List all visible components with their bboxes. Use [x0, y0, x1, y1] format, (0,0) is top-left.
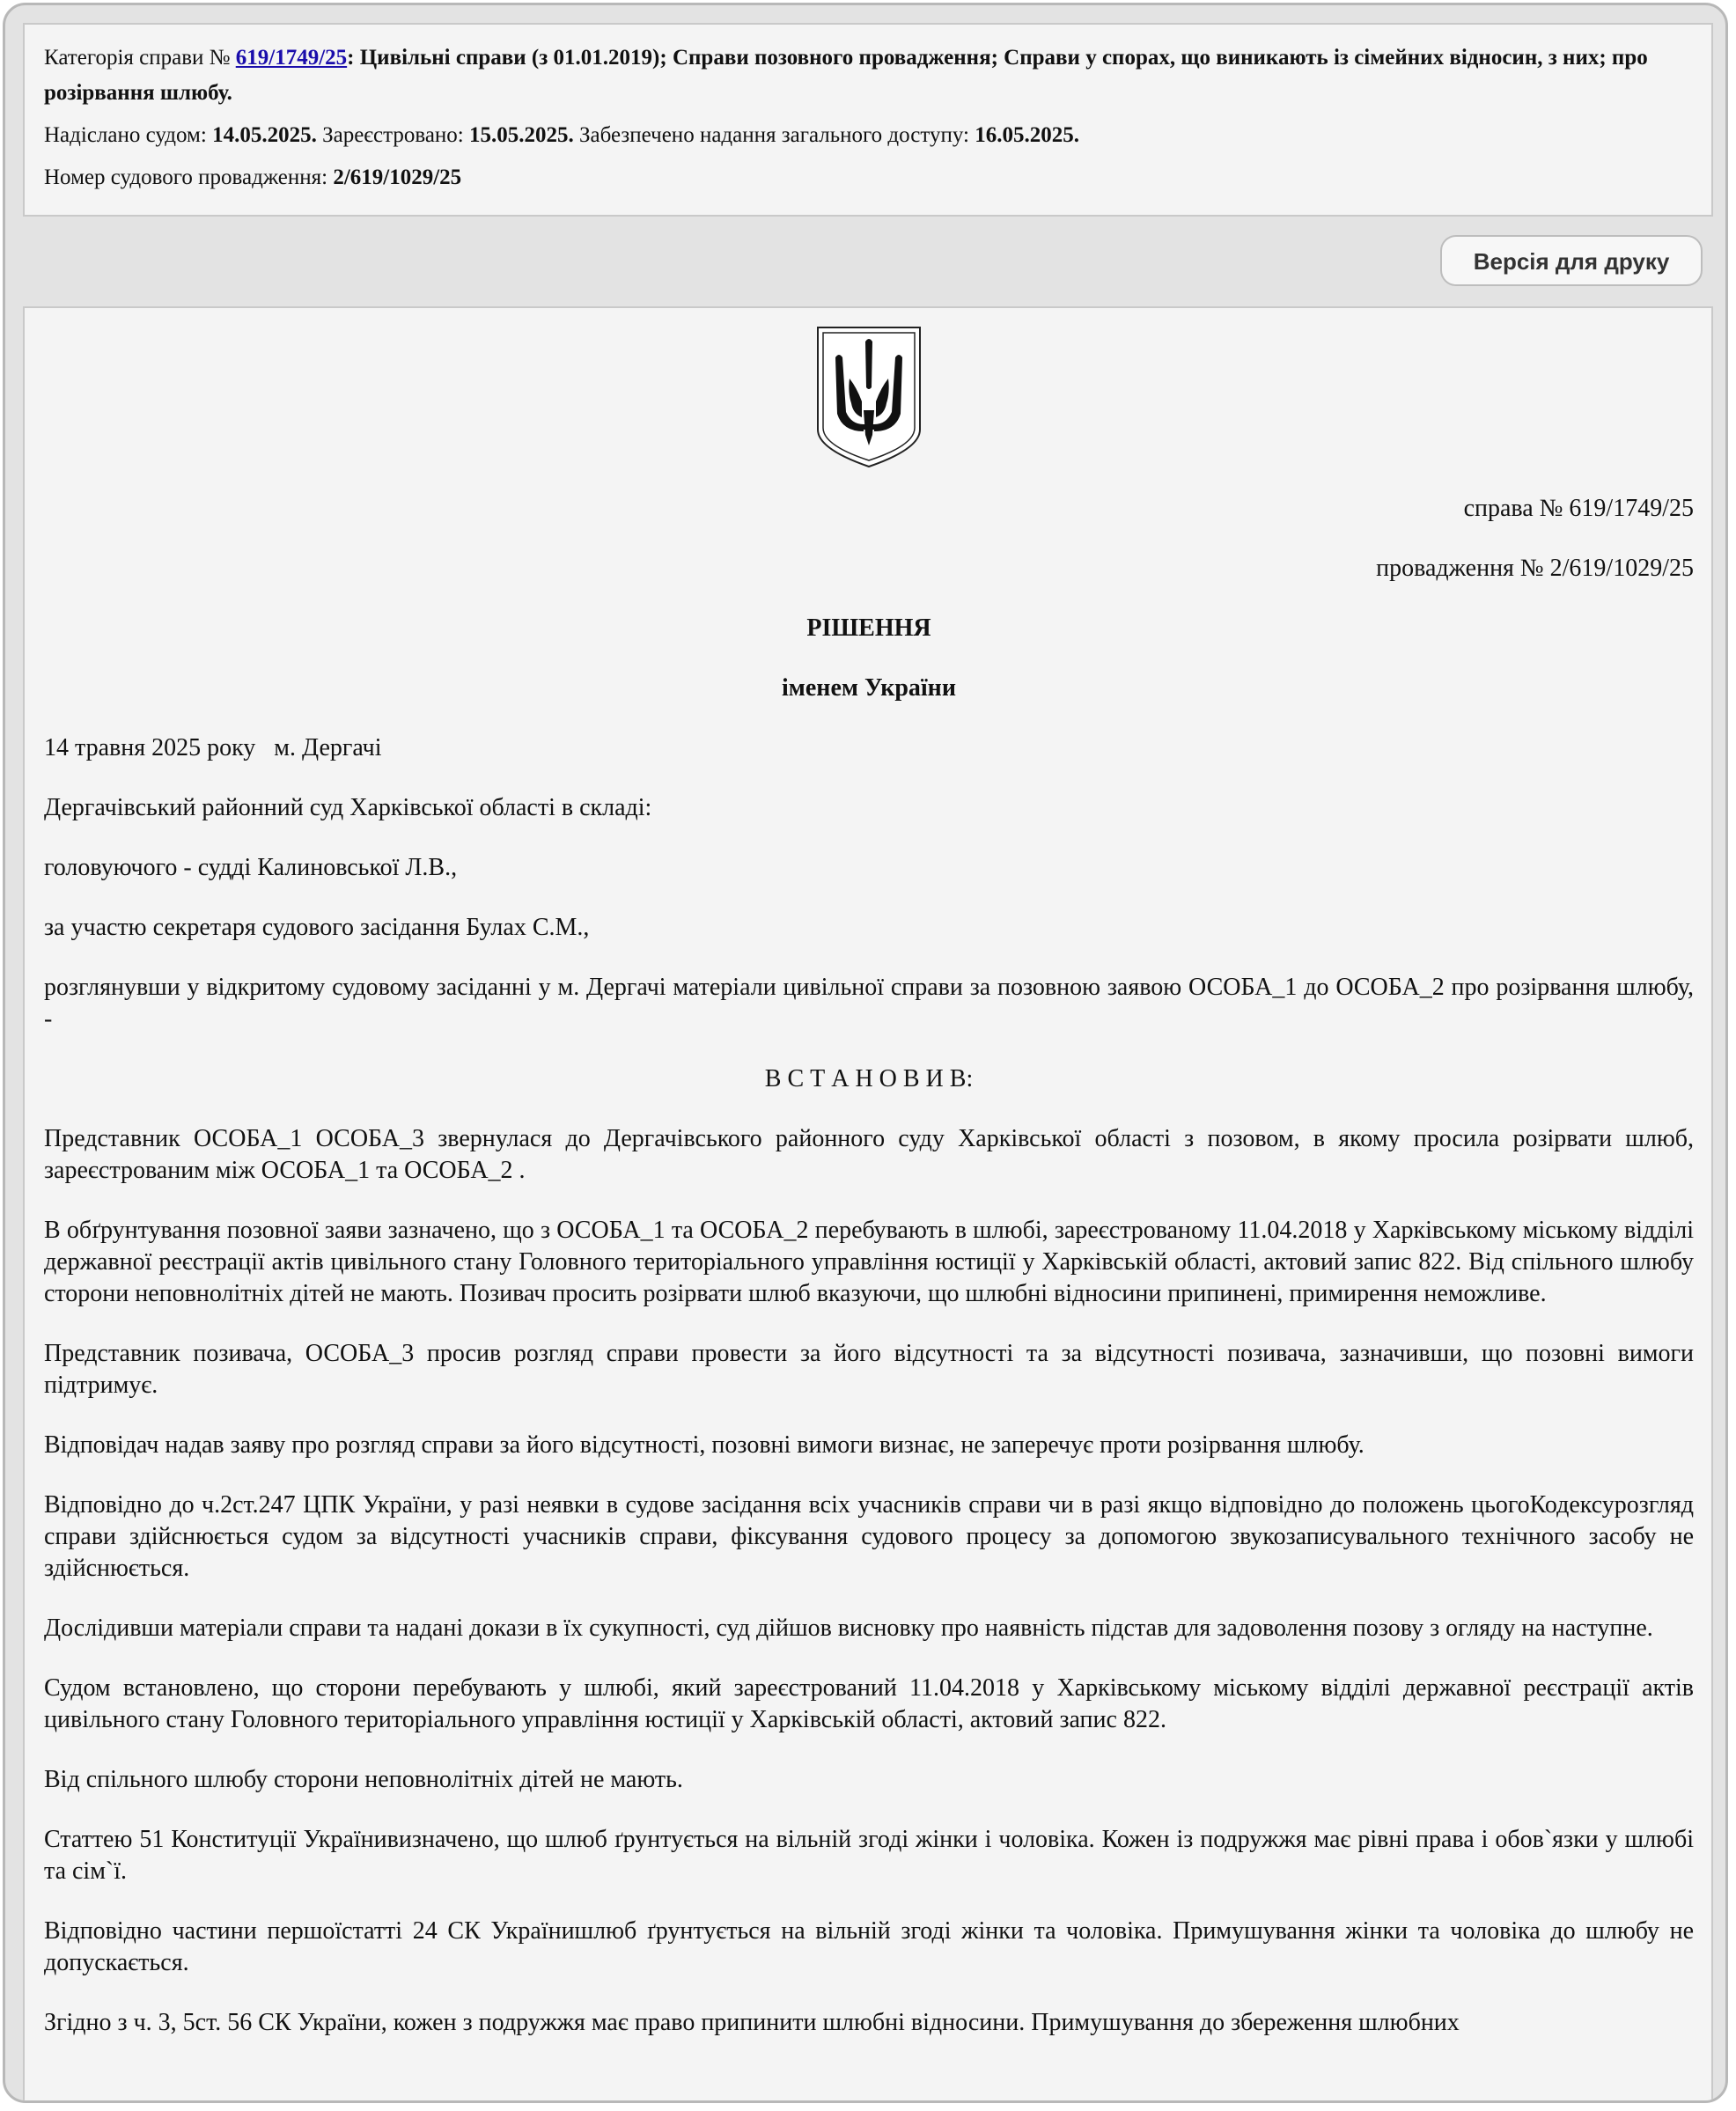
body-paragraph: Відповідно частини першоїстатті 24 СК Українишлюб ґрунтується на вільній згоді жінки та чоловіка. Примушування жінки та чоловіка до шлюбу не допускається.	[44, 1917, 1694, 1976]
body-paragraph: В обґрунтування позовної заяви зазначено, що з ОСОБА_1 та ОСОБА_2 перебувають в шлюбі, зареєстрованому 11.04.2018 у Харківському міському відділі державної реєстрації актів цивільного стану Головного територіального управління юстиції у Харківській області, актовий запис 822. Від спільного шлюбу сторони неповнолітніх дітей не мають. Позивач просить розірвати шлюб вказуючи, що шлюбні відносини припинені, примирення неможливе.	[44, 1217, 1694, 1307]
access-label: Забезпечено надання загального доступу:	[579, 123, 969, 147]
decision-subtitle: іменем України	[782, 674, 956, 702]
proceeding-label: Номер судового провадження:	[44, 165, 328, 189]
intro-paragraph: розглянувши у відкритому судовому засіданні у м. Дергачі матеріали цивільної справи за позовною заявою ОСОБА_1 до ОСОБА_2 про розірвання шлюбу, -	[44, 974, 1694, 1033]
coat-of-arms-icon	[816, 326, 922, 468]
body-paragraph: Згідно з ч. 3, 5ст. 56 СК України, кожен з подружжя має право припинити шлюбні відносини. Примушування до збереження шлюбних	[44, 2009, 1460, 2036]
body-paragraph: Від спільного шлюбу сторони неповнолітніх дітей не мають.	[44, 1766, 683, 1793]
body-paragraph: Дослідивши матеріали справи та надані докази в їх сукупності, суд дійшов висновку про наявність підстав для задоволення позову з огляду на наступне.	[44, 1615, 1653, 1642]
page-frame	[3, 3, 1728, 2103]
case-category-line	[44, 40, 1692, 111]
body-paragraph: Представник позивача, ОСОБА_3 просив розгляд справи провести за його відсутності та за відсутності позивача, зазначивши, що позовні вимоги підтримує.	[44, 1340, 1694, 1399]
case-dates-line	[44, 118, 1692, 153]
body-paragraph: Відповідач надав заяву про розгляд справи за його відсутності, позовні вимоги визнає, не заперечує проти розірвання шлюбу.	[44, 1431, 1365, 1459]
registered-date: 15.05.2025.	[469, 123, 574, 147]
access-date: 16.05.2025.	[975, 123, 1079, 147]
date-place: 14 травня 2025 року м. Дергачі	[44, 734, 382, 761]
sent-label: Надіслано судом:	[44, 123, 207, 147]
proceeding-number: 2/619/1029/25	[333, 165, 462, 189]
case-number-link[interactable]: 619/1749/25	[235, 46, 348, 70]
print-version-button[interactable]: Версія для друку	[1440, 235, 1703, 286]
proceeding-line	[44, 160, 1692, 195]
decision-document	[23, 306, 1713, 2103]
registered-label: Зареєстровано:	[322, 123, 464, 147]
body-paragraph: Судом встановлено, що сторони перебувають у шлюбі, який зареєстрований 11.04.2018 у Харківському міському відділі державної реєстрації актів цивільного стану Головного територіального управління юстиції у Харківській області, актовий запис 822.	[44, 1674, 1694, 1733]
intro-paragraph: Дергачівський районний суд Харківської області в складі:	[44, 794, 652, 821]
body-paragraph: Відповідно до ч.2ст.247 ЦПК України, у разі неявки в судове засідання всіх учасників справи чи в разі якщо відповідно до положень цьогоКодексурозгляд справи здійснюється судом за відсутності учасників справи, фіксування судового процесу за допомогою звукозаписувального технічного засобу не здійснюється.	[44, 1491, 1694, 1582]
body-paragraph: Статтею 51 Конституції Українивизначено, що шлюб ґрунтується на вільній згоді жінки і чоловіка. Кожен із подружжя має рівні права і обов`язки у шлюбі та сім`ї.	[44, 1826, 1694, 1885]
established-heading: В С Т А Н О В И В:	[764, 1065, 974, 1092]
category-text: : Цивільні справи (з 01.01.2019); Справи позовного провадження; Справи у спорах, що виникають із сімейних відносин, з них; про розірвання шлюбу.	[44, 46, 1648, 105]
category-label: Категорія справи №	[44, 46, 231, 70]
case-info-box	[23, 23, 1713, 217]
proceeding-number-doc: провадження № 2/619/1029/25	[1376, 555, 1694, 582]
case-number: справа № 619/1749/25	[1463, 495, 1694, 522]
intro-paragraph: за участю секретаря судового засідання Булах С.М.,	[44, 914, 590, 941]
intro-paragraph: головуючого - судді Калиновської Л.В.,	[44, 854, 458, 881]
body-paragraph: Представник ОСОБА_1 ОСОБА_3 звернулася до Дергачівського районного суду Харківської області з позовом, в якому просила розірвати шлюб, зареєстрованим між ОСОБА_1 та ОСОБА_2 .	[44, 1125, 1694, 1184]
decision-title: РІШЕННЯ	[806, 614, 931, 642]
sent-date: 14.05.2025.	[212, 123, 317, 147]
